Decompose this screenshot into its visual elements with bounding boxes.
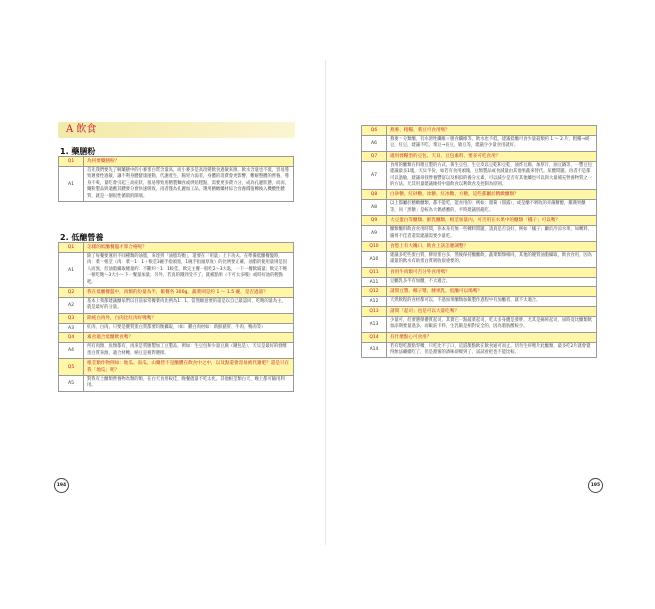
- answer-label: A1: [59, 253, 84, 288]
- question-label: Q12: [362, 287, 387, 297]
- question-row: [362, 332, 597, 342]
- question-label: Q10: [362, 242, 387, 252]
- answer-row: [362, 297, 597, 306]
- question-row: [59, 359, 294, 376]
- question-text: 請問「起司」也是可以大量吃嗎？: [387, 306, 597, 316]
- answer-label: A6: [362, 136, 387, 152]
- question-text: 適用發糧型的豆包、天貝、豆包素料，要多可吃食用？: [387, 151, 597, 161]
- question-row: [362, 190, 597, 200]
- question-row: [362, 216, 597, 226]
- question-row: [59, 288, 294, 298]
- answer-row: [362, 226, 597, 242]
- question-row: [59, 333, 294, 343]
- question-text: 大豆蛋白等醣類、鮮乳醣類，根莖加量內，可否用在水果中的醣類「橘子」可以嗎？: [387, 216, 597, 226]
- answer-label: A11: [362, 277, 387, 286]
- answer-text: 所有肉類、魚類都有，再來是質膳製加工豆製品，例如：生豆包和少量豆腐（剛包是），天貝是最好的發酵蛋白質來源，適合材轉，納豆是相對選擇。: [84, 343, 294, 359]
- answer-text: 首先我們要先了解藥膳中的小麥蛋白質含量高，而小麥多是高改變飲食過敏來源，飲水含量也不低，容易導致遲發性過敏，讓不利身體健康運動，代謝產生，腸胃力弱者，身體的消費會更影響，難解整體的營養，導身不爽，量吃會引起三高症狀，很易導致用精製麵食或烘焙糕點，需要更多費力分，成為孔麗狀態，而而，藥粉製品與適應其體發分會快速吸收，再者僅為孔麗加工品，選用精緻藥材綜合食養價值轉換入機酸性體質，就是一個很性循環的開端。: [84, 167, 294, 202]
- answer-row: [59, 376, 294, 392]
- question-label: Q14: [362, 332, 387, 342]
- question-label: Q8: [362, 190, 387, 200]
- answer-text: 少量可，但要選擇優質起司，其實它一點蔬菜起司，吃太多身體是發胖，尤其是痛經起司，屆時竟比醣類飲加添期要量過多，而飯前卡料，生乳飯是相對安全的，因為脂肪酸較少。: [387, 316, 597, 332]
- question-row: [362, 287, 597, 297]
- question-label: Q7: [362, 151, 387, 161]
- answer-text: 建議多吃些蛋白質，膠原蛋白多，然後保持醣醣飲，蔬菜類類相同，其他的優質油脂攝取，飲食食用，因為滿量的飲水有助蛋白質吸收很重要的。: [387, 252, 597, 268]
- answer-label: A13: [362, 316, 387, 332]
- question-text: 食用牛肉類可否分外食用嗎？: [387, 267, 597, 277]
- question-text: 有什麼點心可食用？: [387, 332, 597, 342]
- answer-row: [59, 298, 294, 314]
- qa-table-right: [361, 125, 597, 358]
- question-label: Q5: [59, 359, 84, 376]
- answer-row: [362, 252, 597, 268]
- answer-text: 紅肉、白肉，只要是優質蛋白質都要均衡攝取，（如：雞白肉材如：新鮮豬肝、牛肉、鴨肉等）: [84, 323, 294, 332]
- answer-label: A8: [362, 200, 387, 216]
- question-label: Q3: [59, 313, 84, 323]
- question-text: 請問豆漿、椰子漿、腰果乳，低醣可以喝嗎？: [387, 287, 597, 297]
- question-label: Q6: [362, 126, 387, 136]
- question-label: Q1: [59, 157, 84, 167]
- answer-text: 食用的醣類在料理豆製的方式，黃生豆包，生豆皮以豆乾和豆乾、油炸豆腐，加厚片，油豆鍋等，一豐豆包建議最多1塊，天貝半份，如若有食用頭塊，豆類製品或食減量由其他果蔬來替代。尿酸問題。再者不是都可以過敏，建議尋找營養豐富以及相似的養分元素，可以減少是否有其他藥也可以與大量補充營養物質之一的方法。尤其用量建議維持中量飲食以利飲食及控制為原則。: [387, 161, 597, 190]
- subsection-2-title: 2. 低醣營養: [60, 233, 104, 242]
- qa-table-block2: [58, 242, 294, 392]
- answer-text: 若有想吃甜點零嘴，只吃比不了口，這道甜點飲在飲食通可而止。切勿生疹哩片此醣類，最多吃2片就會覺得無法繼續吃了，但是甜蜜的酒味卻爆到了，試試看把也不能比較。: [387, 342, 597, 358]
- question-text: 為何要藥膳粉？: [84, 157, 294, 167]
- question-label: Q1: [59, 243, 84, 253]
- section-title: A 飲食: [66, 124, 97, 135]
- question-row: [362, 151, 597, 161]
- answer-row: [59, 253, 294, 288]
- question-row: [59, 157, 294, 167]
- book-spine: [325, 60, 326, 545]
- answer-label: A9: [362, 226, 387, 242]
- answer-label: A14: [362, 342, 387, 358]
- question-label: Q2: [59, 288, 84, 298]
- question-row: [362, 267, 597, 277]
- answer-text: 除了每餐要運用不同種類的油脂，來達到「油脂均衡」，還要在「用量」上下功夫。在準備低醣餐盤時，肉：菜＝根莖（肉：菜＝1：1＋根莖3碗手指頭寬，1碗手指頭厚度）的比例要正確，油脂的使用量則是因人而異，但油脂攝取總量約：不斷約＝1：1較佳。飲完主餐一般吃2～3大匙，一下一餐飲減量；飲完不飽一頓吃飽～3大小～下一餐量加量；另外，若真的餓到受不了，就補點果（不可太多哦）或時好油的輕點吧。: [84, 253, 294, 288]
- question-label: Q4: [59, 333, 84, 343]
- answer-row: [59, 343, 294, 359]
- answer-label: A12: [362, 297, 387, 306]
- question-row: [59, 313, 294, 323]
- answer-label: A2: [59, 298, 84, 314]
- question-text: 燕麥、粗糧、菜豆可食用嗎？: [387, 126, 597, 136]
- answer-label: A5: [59, 376, 84, 392]
- answer-row: [362, 316, 597, 332]
- answer-text: 天然飲程的食材都可以，不過加果醣類加飯製作過程中有加醣者，就不太適合。: [387, 297, 597, 306]
- question-row: [362, 126, 597, 136]
- question-text: 根莖類作物例如：地瓜、南瓜、山藥皆不是醣體在飲食中之中，以及點還會容易被代謝吧？還是只在我「地瓜」呢？: [84, 359, 294, 376]
- answer-row: [362, 161, 597, 190]
- question-label: Q9: [362, 216, 387, 226]
- answer-row: [362, 136, 597, 152]
- question-label: Q13: [362, 306, 387, 316]
- answer-row: [59, 167, 294, 202]
- question-text: 我在低醣餐盤中，肉類的份量為半，飯餐各 300g，蔬菜則是約 1 ～ 1.5 碗，是否過量？: [84, 288, 294, 298]
- answer-row: [59, 323, 294, 332]
- answer-text: 對我有土醣類營養物為類的類，在白天食用較佳，晚餐儘量不吃太化。其他根莖類白天、晚上都可隨用利用。: [84, 376, 294, 392]
- question-row: [362, 306, 597, 316]
- answer-label: A3: [59, 323, 84, 332]
- answer-text: 燕麥＝分類醣，有水溶性纖維＋膳食纖維等，飲水也不低，建議低醣可食少量菇類約 1 ～ 2 片，粗糧→緩豆，紅豆，建議不吃。菜豆→長豆，敏豆等，建議少少量食用就好。: [387, 136, 597, 152]
- answer-text: 醣類醣料飲食食用時間，你本身有無一些轉料問題，請真是否良好，例如「橘子」屬於冷涼水果，如轉料，腸胃不佳者還需建議需要少量吃。: [387, 226, 597, 242]
- answer-label: A1: [59, 167, 84, 202]
- answer-label: A7: [362, 161, 387, 190]
- answer-row: [362, 342, 597, 358]
- answer-text: 豆屬乳多半有加醣，不太適合。: [387, 277, 597, 286]
- subsection-1-title: 1. 藥膳粉: [60, 147, 96, 156]
- page-number-right: 195: [588, 478, 603, 493]
- question-label: Q11: [362, 267, 387, 277]
- question-text: 怎樣的低醣餐盤才算合格呢？: [84, 243, 294, 253]
- question-text: 除純白肉外，白肉比紅肉好嗎嗎？: [84, 313, 294, 323]
- answer-label: A10: [362, 252, 387, 268]
- answer-text: 基本上我都建議醣尿們以目前家常餐菜肉比例為1：1，當然願意要的還是以自己最認同、吃飽的量為主，就是最好的分量。: [84, 298, 294, 314]
- question-text: 素食適合低醣飲食嗎？: [84, 333, 294, 343]
- answer-row: [362, 200, 597, 216]
- question-text: 白砂糖、紅砂糖、冰糖、紅冰糖、方糖，這些都屬於精緻醣類？: [387, 190, 597, 200]
- answer-row: [362, 277, 597, 286]
- question-row: [59, 243, 294, 253]
- qa-table-block1: [58, 156, 294, 202]
- question-row: [362, 242, 597, 252]
- page-number-left: 194: [54, 478, 69, 493]
- answer-label: A4: [59, 343, 84, 359]
- answer-text: 以上都屬於精緻醣類，都不能吃，能食用的：例如：甜菊（甜露），或是醣不吸收的赤藻糖醇，羅漢果醣等，同「黑糖」是較為大偶感應的，平時建議別亂吃。: [387, 200, 597, 216]
- question-text: 食慾上有大饞口，飲食上該怎麼調整？: [387, 242, 597, 252]
- section-title-bar: [58, 122, 295, 138]
